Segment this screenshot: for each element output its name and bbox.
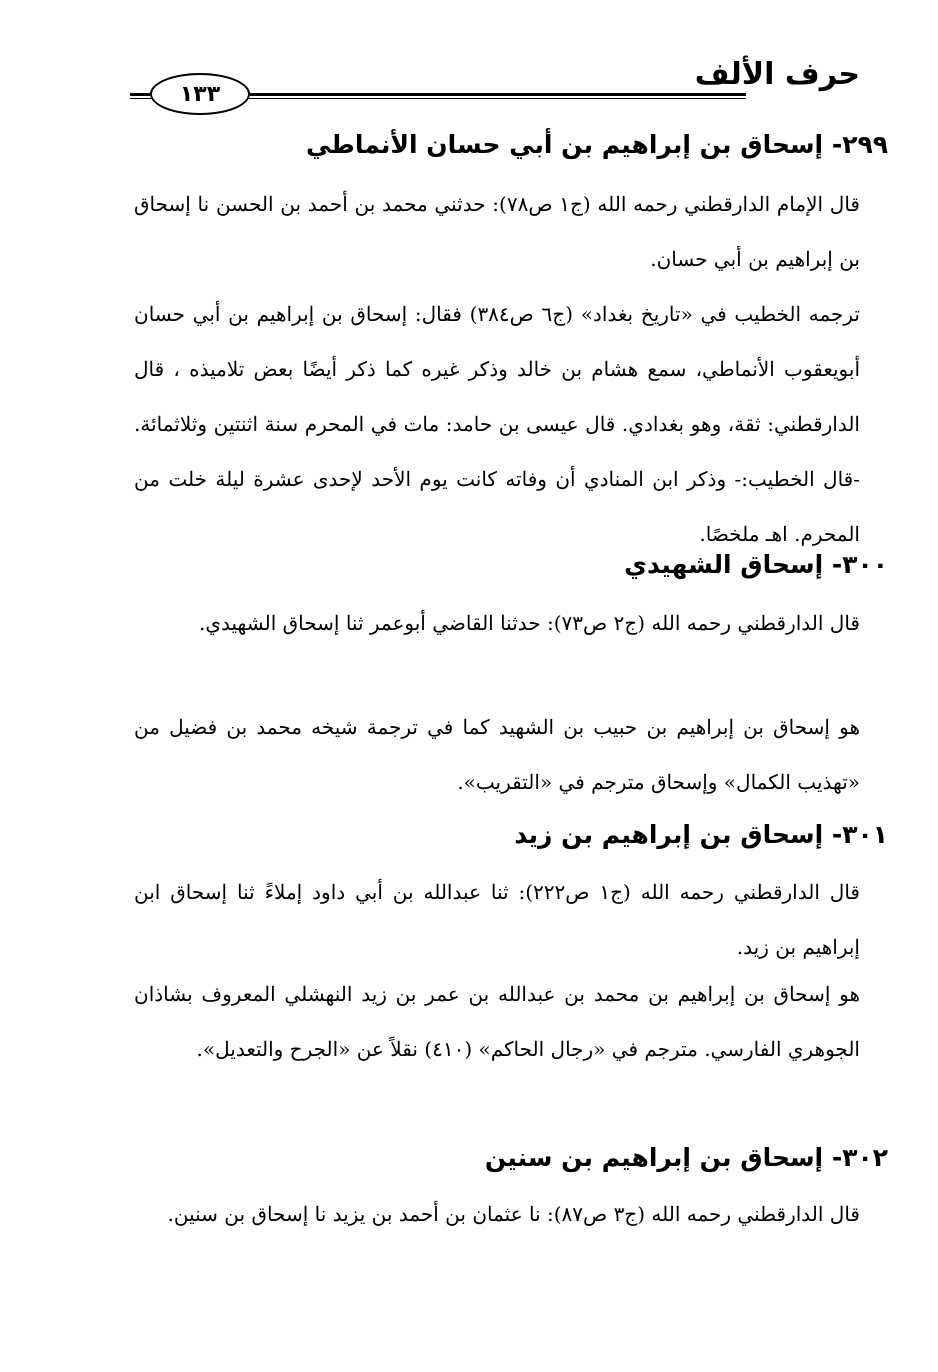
entry-title: ٣٠٠- إسحاق الشهيدي bbox=[624, 550, 888, 579]
entry-paragraph: قال الإمام الدارقطني رحمه الله (ج١ ص٧٨): حدثني محمد بن أحمد بن الحسن نا إسحاق بن إبراهيم بن أبي حسان. bbox=[134, 192, 860, 271]
page-number: ١٣٣ bbox=[150, 73, 250, 115]
entry-paragraph: قال الدارقطني رحمه الله (ج١ ص٢٢٢): ثنا عبدالله بن أبي داود إملاءً ثنا إسحاق ابن إبراهيم بن زيد. bbox=[134, 880, 860, 959]
entry-paragraph: هو إسحاق بن إبراهيم بن محمد بن عبدالله بن عمر بن زيد النهشلي المعروف بشاذان الجوهري الفارسي. مترجم في «رجال الحاكم» (٤١٠) نقلاً عن «الجرح والتعديل». bbox=[134, 982, 860, 1061]
page-header bbox=[0, 55, 938, 105]
entry-paragraph: قال الدارقطني رحمه الله (ج٢ ص٧٣): حدثنا القاضي أبوعمر ثنا إسحاق الشهيدي. bbox=[199, 611, 860, 635]
entry-paragraph: هو إسحاق بن إبراهيم بن حبيب بن الشهيد كما في ترجمة شيخه محمد بن فضيل من «تهذيب الكمال» وإسحاق مترجم في «التقريب». bbox=[134, 715, 860, 794]
entry-paragraph: قال الدارقطني رحمه الله (ج٣ ص٨٧): نا عثمان بن أحمد بن يزيد نا إسحاق بن سنين. bbox=[167, 1202, 860, 1226]
chapter-title: حرف الألف bbox=[694, 57, 860, 92]
entry-title: ٣٠٢- إسحاق بن إبراهيم بن سنين bbox=[484, 1143, 888, 1172]
entry-title: ٣٠١- إسحاق بن إبراهيم بن زيد bbox=[514, 820, 888, 849]
entry-paragraph: ترجمه الخطيب في «تاريخ بغداد» (ج٦ ص٣٨٤) فقال: إسحاق بن إبراهيم بن أبي حسان أبويعقوب الأنماطي، سمع هشام بن خالد وذكر غيره كما ذكر أيضًا بعض تلاميذه ، قال الدارقطني: ثقة، وهو بغدادي. قال عيسى بن حامد: مات في المحرم سنة اثنتين وثلاثمائة. -قال الخطيب:- وذكر ابن المنادي أن وفاته كانت يوم الأحد لإحدى عشرة ليلة خلت من المحرم. اهـ ملخصًا. bbox=[134, 302, 860, 546]
entry-title: ٢٩٩- إسحاق بن إبراهيم بن أبي حسان الأنماطي bbox=[306, 130, 888, 159]
